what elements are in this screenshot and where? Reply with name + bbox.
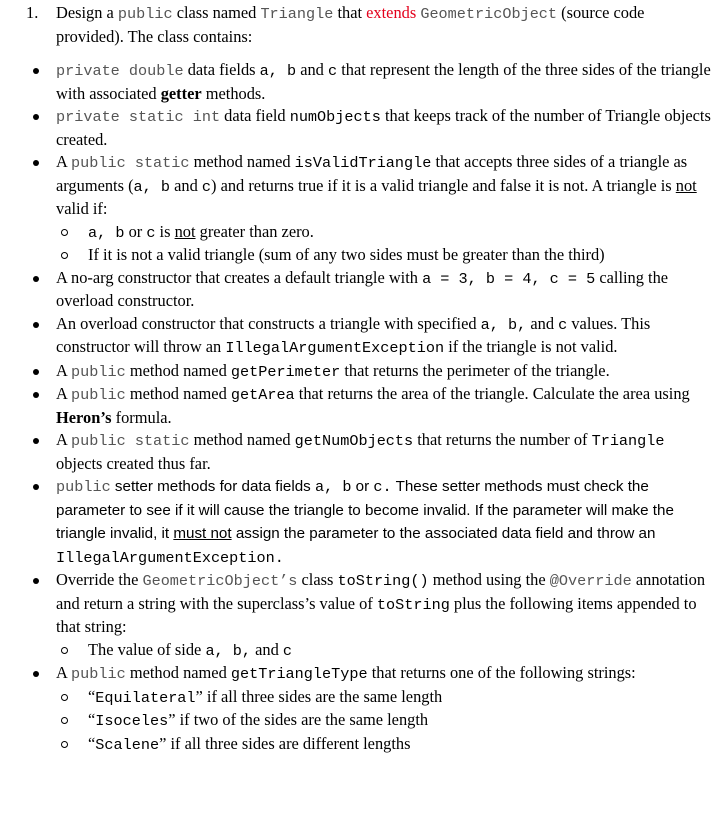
extends-keyword: extends (366, 3, 417, 22)
sub-item: a, b or c is not greater than zero. (56, 221, 713, 245)
task-number: 1. (26, 3, 39, 22)
list-item-get-triangle-type: A public method named getTriangleType that returns one of the following strings: “Equilateral” if all three sides are the same length “Isoceles” if two of the sides are the same length “Scalene” if all three sides are different lengths (0, 662, 725, 756)
list-item-overload-constructor: An overload constructor that constructs a triangle with specified a, b, and c values. This constructor will throw an IllegalArgumentException if the triangle is not valid. (0, 313, 725, 360)
list-item-get-num-objects: A public static method named getNumObjects that returns the number of Triangle objects created thus far. (0, 429, 725, 475)
sub-item: “Equilateral” if all three sides are the same length (56, 686, 713, 710)
list-item-is-valid-triangle: A public static method named isValidTriangle that accepts three sides of a triangle as arguments (a, b and c) and returns true if it is a valid triangle and false it is not. A triangle is not valid if: a, b or c is not greater than zero. If it is not a valid triangle (sum of any two sides must be greater than the third) (0, 151, 725, 267)
assignment-document (0, 2, 725, 756)
sub-item: The value of side a, b, and c (56, 639, 713, 663)
invalid-conditions-list (56, 221, 713, 267)
list-item-get-perimeter: A public method named getPerimeter that returns the perimeter of the triangle. (0, 360, 725, 384)
list-item-num-objects: private static int data field numObjects that keeps track of the number of Triangle objects created. (0, 105, 725, 151)
list-item-to-string: Override the GeometricObject’s class toString() method using the @Override annotation and return a string with the superclass’s value of toString plus the following items appended to that string: The value of side a, b, and c (0, 569, 725, 662)
sub-item: If it is not a valid triangle (sum of any two sides must be greater than the third) (56, 244, 713, 267)
triangle-types-list (56, 686, 713, 757)
to-string-items-list (56, 639, 713, 663)
sub-item: “Isoceles” if two of the sides are the same length (56, 709, 713, 733)
list-item-no-arg-constructor: A no-arg constructor that creates a default triangle with a = 3, b = 4, c = 5 calling the overload constructor. (0, 267, 725, 313)
list-item-data-fields: private double data fields a, b and c that represent the length of the three sides of the triangle with associated getter methods. (0, 59, 725, 105)
requirements-list (0, 59, 725, 756)
sub-item: “Scalene” if all three sides are different lengths (56, 733, 713, 757)
task-heading: 1. Design a public class named Triangle that extends GeometricObject (source code provided). The class contains: (26, 3, 645, 46)
list-item-get-area: A public method named getArea that returns the area of the triangle. Calculate the area using Heron’s formula. (0, 383, 725, 429)
list-item-setters: public setter methods for data fields a, b or c. These setter methods must check the parameter to see if it will cause the triangle to become invalid. If the parameter will make the triangle invalid, it must not assign the parameter to the associated data field and throw an IllegalArgumentException. (0, 475, 725, 569)
